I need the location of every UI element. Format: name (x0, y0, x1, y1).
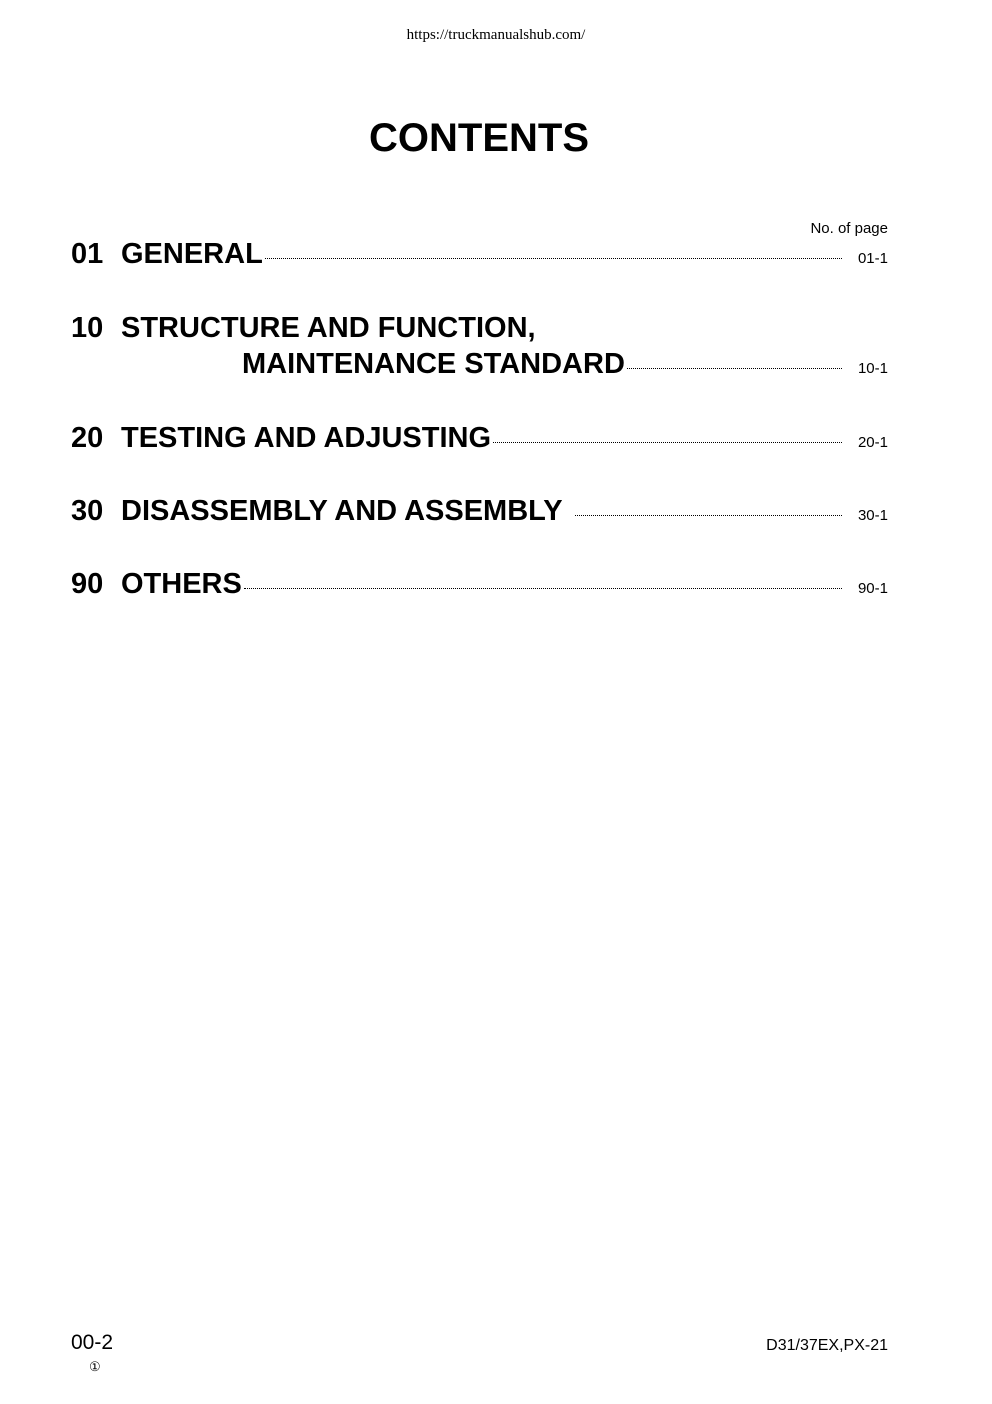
toc-entry-label-line2: MAINTENANCE STANDARD (242, 348, 625, 380)
page-title: CONTENTS (369, 116, 589, 160)
toc-entry-page: 90-1 (857, 580, 888, 597)
toc-entry-page: 10-1 (857, 360, 888, 377)
toc-entry-label-line1: STRUCTURE AND FUNCTION, (121, 312, 536, 344)
source-url: https://truckmanualshub.com/ (406, 27, 586, 43)
toc-entry-structure-and-function[interactable] (71, 310, 888, 387)
dot-leader (244, 588, 842, 589)
toc-entry-number: 30 (71, 495, 104, 527)
dot-leader (627, 368, 842, 369)
toc-entry-label: TESTING AND ADJUSTING (121, 422, 492, 454)
page-column-header: No. of page (810, 220, 888, 237)
toc-entry-number: 90 (71, 568, 104, 600)
toc-entry-disassembly-and-assembly[interactable] (71, 493, 888, 534)
toc-entry-label: GENERAL (121, 238, 263, 270)
revision-mark: ① (89, 1359, 101, 1374)
dot-leader (575, 515, 842, 516)
footer-page-number: 00-2 (71, 1331, 114, 1354)
toc-entry-general[interactable] (71, 236, 888, 277)
toc-entry-number: 10 (71, 312, 104, 344)
toc-entry-number: 20 (71, 422, 104, 454)
toc-entry-others[interactable] (71, 566, 888, 607)
toc-entry-page: 01-1 (857, 250, 888, 267)
toc-entry-testing-and-adjusting[interactable] (71, 420, 888, 461)
toc-entry-label: DISASSEMBLY AND ASSEMBLY (121, 495, 563, 527)
toc-entry-page: 20-1 (857, 434, 888, 451)
footer-model: D31/37EX,PX-21 (766, 1337, 888, 1354)
dot-leader (265, 258, 842, 259)
toc-entry-page: 30-1 (857, 507, 888, 524)
dot-leader (493, 442, 842, 443)
toc-entry-number: 01 (71, 238, 104, 270)
toc-entry-label: OTHERS (121, 568, 242, 600)
